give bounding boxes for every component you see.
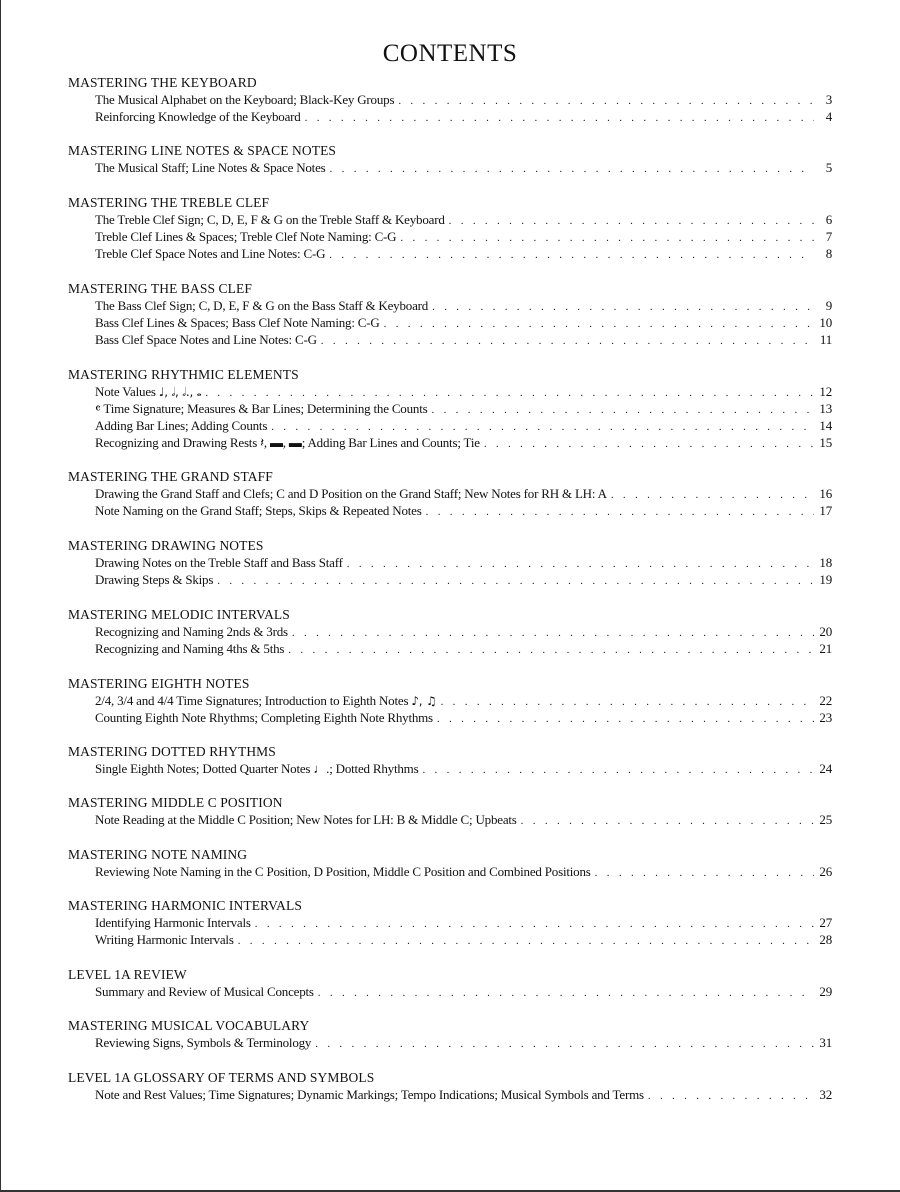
page-number: 12 bbox=[819, 384, 832, 399]
toc-entry[interactable] bbox=[68, 811, 832, 828]
page-number: 4 bbox=[825, 109, 832, 124]
entry-title: Adding Bar Lines; Adding Counts bbox=[95, 418, 268, 433]
page-number: 10 bbox=[819, 315, 832, 330]
toc-entry[interactable] bbox=[68, 383, 832, 400]
page-number: 23 bbox=[819, 710, 832, 725]
page-number: 18 bbox=[819, 555, 832, 570]
dot-leader bbox=[292, 625, 814, 642]
dot-leader bbox=[318, 985, 814, 1002]
section-heading: MASTERING DOTTED RHYTHMS bbox=[68, 744, 276, 759]
note-symbols: ♩, 𝅗𝅥, 𝅗𝅥., 𝅝 bbox=[158, 385, 202, 399]
entry-title: Reviewing Signs, Symbols & Terminology bbox=[95, 1035, 312, 1050]
section-heading: LEVEL 1A GLOSSARY OF TERMS AND SYMBOLS bbox=[68, 1070, 375, 1085]
page-number: 19 bbox=[819, 572, 832, 587]
page-title: CONTENTS bbox=[382, 40, 518, 67]
section-heading: MASTERING THE GRAND STAFF bbox=[68, 469, 273, 484]
section-heading: MASTERING MUSICAL VOCABULARY bbox=[68, 1018, 310, 1033]
toc-entry[interactable] bbox=[68, 297, 832, 314]
page-number: 14 bbox=[819, 418, 832, 433]
entry-title: Drawing the Grand Staff and Clefs; C and D Position on the Grand Staff; New Notes for RH & LH: A bbox=[95, 486, 607, 501]
toc-section bbox=[68, 675, 832, 726]
dot-leader bbox=[449, 213, 814, 230]
page-number: 32 bbox=[819, 1087, 832, 1102]
toc-entry[interactable] bbox=[68, 417, 832, 434]
toc-section bbox=[68, 194, 832, 262]
section-heading: MASTERING THE BASS CLEF bbox=[68, 281, 252, 296]
page-number: 5 bbox=[825, 160, 832, 175]
toc-section bbox=[68, 966, 832, 1000]
page-number: 8 bbox=[825, 246, 832, 261]
entry-title: Writing Harmonic Intervals bbox=[95, 932, 234, 947]
entry-title: The Treble Clef Sign; C, D, E, F & G on the Treble Staff & Keyboard bbox=[95, 212, 445, 227]
toc-entry[interactable] bbox=[68, 623, 832, 640]
toc-section bbox=[68, 606, 832, 657]
page-number: 22 bbox=[819, 693, 832, 708]
entry-title: Drawing Notes on the Treble Staff and Bass Staff bbox=[95, 555, 343, 570]
toc-entry[interactable] bbox=[68, 314, 832, 331]
toc-entry[interactable] bbox=[68, 1034, 832, 1051]
section-heading: MASTERING DRAWING NOTES bbox=[68, 538, 264, 553]
toc-entry[interactable] bbox=[68, 245, 832, 262]
toc-entry[interactable] bbox=[68, 931, 832, 948]
toc-entry[interactable] bbox=[68, 709, 832, 726]
entry-title: Recognizing and Naming 4ths & 5ths bbox=[95, 641, 285, 656]
dot-leader bbox=[315, 1036, 814, 1053]
section-heading: MASTERING THE TREBLE CLEF bbox=[68, 195, 270, 210]
toc-entry[interactable] bbox=[68, 502, 832, 519]
toc-section bbox=[68, 743, 832, 777]
dot-leader bbox=[329, 247, 814, 264]
dot-leader bbox=[521, 813, 814, 830]
entry-title: Note Values bbox=[95, 384, 156, 399]
toc-section bbox=[68, 142, 832, 176]
toc-entry[interactable] bbox=[68, 228, 832, 245]
entry-title: Note Reading at the Middle C Position; New Notes for LH: B & Middle C; Upbeats bbox=[95, 812, 517, 827]
page-number: 16 bbox=[819, 486, 832, 501]
dot-leader bbox=[422, 762, 814, 779]
page-number: 7 bbox=[825, 229, 832, 244]
page-number: 20 bbox=[819, 624, 832, 639]
entry-title: Note Naming on the Grand Staff; Steps, Skips & Repeated Notes bbox=[95, 503, 422, 518]
toc-entry[interactable] bbox=[68, 400, 832, 417]
section-heading: MASTERING LINE NOTES & SPACE NOTES bbox=[68, 143, 337, 158]
section-heading: MASTERING HARMONIC INTERVALS bbox=[68, 898, 302, 913]
entry-title: Drawing Steps & Skips bbox=[95, 572, 214, 587]
page-number: 13 bbox=[819, 401, 832, 416]
section-heading: MASTERING THE KEYBOARD bbox=[68, 75, 257, 90]
dot-leader bbox=[400, 230, 814, 247]
dot-leader bbox=[330, 161, 814, 178]
dot-leader bbox=[595, 865, 814, 882]
page-number: 17 bbox=[819, 503, 832, 518]
entry-title: Reviewing Note Naming in the C Position, D Position, Middle C Position and Combined Positions bbox=[95, 864, 591, 879]
toc-entry[interactable] bbox=[68, 485, 832, 502]
page-border-left bbox=[0, 0, 1, 1192]
toc-entry[interactable] bbox=[68, 554, 832, 571]
toc-entry[interactable] bbox=[68, 159, 832, 176]
dot-leader bbox=[437, 711, 814, 728]
toc-section bbox=[68, 468, 832, 519]
dot-leader bbox=[648, 1088, 814, 1105]
page-number: 29 bbox=[819, 984, 832, 999]
entry-title: The Musical Staff; Line Notes & Space Notes bbox=[95, 160, 326, 175]
page-number: 3 bbox=[825, 92, 832, 107]
dot-leader bbox=[441, 694, 814, 711]
dot-leader bbox=[238, 933, 814, 950]
section-heading: MASTERING EIGHTH NOTES bbox=[68, 676, 250, 691]
toc-entry[interactable] bbox=[68, 692, 832, 709]
entry-title: Bass Clef Space Notes and Line Notes: C-G bbox=[95, 332, 317, 347]
section-heading: MASTERING NOTE NAMING bbox=[68, 847, 248, 862]
dot-leader bbox=[255, 916, 814, 933]
toc-section bbox=[68, 537, 832, 588]
toc-entry[interactable] bbox=[68, 1086, 832, 1103]
page-number: 15 bbox=[819, 435, 832, 450]
section-heading: LEVEL 1A REVIEW bbox=[68, 967, 187, 982]
entry-title: Treble Clef Lines & Spaces; Treble Clef Note Naming: C-G bbox=[95, 229, 397, 244]
page-number: 25 bbox=[819, 812, 832, 827]
dot-leader bbox=[431, 402, 814, 419]
toc-section bbox=[68, 846, 832, 880]
toc-section bbox=[68, 366, 832, 451]
toc-entry[interactable] bbox=[68, 983, 832, 1000]
entry-title: Treble Clef Space Notes and Line Notes: C-G bbox=[95, 246, 326, 261]
toc-entry[interactable] bbox=[68, 91, 832, 108]
toc-entry[interactable] bbox=[68, 863, 832, 880]
dot-leader bbox=[321, 333, 814, 350]
toc-entry[interactable] bbox=[68, 211, 832, 228]
entry-title: Note and Rest Values; Time Signatures; Dynamic Markings; Tempo Indications; Musical Symbols and Terms bbox=[95, 1087, 644, 1102]
page-number: 21 bbox=[819, 641, 832, 656]
toc-section bbox=[68, 280, 832, 348]
page-number: 24 bbox=[819, 761, 832, 776]
section-heading: MASTERING MELODIC INTERVALS bbox=[68, 607, 290, 622]
dot-leader bbox=[305, 110, 814, 127]
page-number: 27 bbox=[819, 915, 832, 930]
toc-entry[interactable] bbox=[68, 434, 832, 451]
page-number: 6 bbox=[825, 212, 832, 227]
entry-title: 𝄴 Time Signature; Measures & Bar Lines; Determining the Counts bbox=[95, 401, 428, 416]
entry-title: Identifying Harmonic Intervals bbox=[95, 915, 251, 930]
entry-title: Bass Clef Lines & Spaces; Bass Clef Note Naming: C-G bbox=[95, 315, 380, 330]
page-number: 9 bbox=[825, 298, 832, 313]
dot-leader bbox=[432, 299, 814, 316]
note-symbols: ♪, ♫ bbox=[411, 694, 437, 708]
entry-title: Summary and Review of Musical Concepts bbox=[95, 984, 314, 999]
toc-section bbox=[68, 897, 832, 948]
toc-section bbox=[68, 74, 832, 125]
dot-leader bbox=[217, 573, 814, 590]
entry-title: Single Eighth Notes; Dotted Quarter Notes ♩.; Dotted Rhythms bbox=[95, 761, 419, 776]
toc-entry[interactable] bbox=[68, 640, 832, 657]
dot-leader bbox=[347, 556, 814, 573]
dot-leader bbox=[384, 316, 814, 333]
entry-title: Recognizing and Drawing Rests 𝄽, ▬, ▬; Adding Bar Lines and Counts; Tie bbox=[95, 435, 480, 450]
toc-section bbox=[68, 794, 832, 828]
section-heading: MASTERING MIDDLE C POSITION bbox=[68, 795, 283, 810]
dot-leader bbox=[611, 487, 814, 504]
page-number: 26 bbox=[819, 864, 832, 879]
dot-leader bbox=[484, 436, 814, 453]
toc-entry[interactable] bbox=[68, 108, 832, 125]
toc-entry[interactable] bbox=[68, 571, 832, 588]
page-number: 31 bbox=[819, 1035, 832, 1050]
toc-entry[interactable] bbox=[68, 331, 832, 348]
toc-section bbox=[68, 1017, 832, 1051]
entry-title: The Musical Alphabet on the Keyboard; Black-Key Groups bbox=[95, 92, 395, 107]
page-number: 11 bbox=[819, 332, 832, 347]
dot-leader bbox=[288, 642, 814, 659]
toc-entry[interactable] bbox=[68, 760, 832, 777]
entry-title: The Bass Clef Sign; C, D, E, F & G on the Bass Staff & Keyboard bbox=[95, 298, 429, 313]
entry-title: Counting Eighth Note Rhythms; Completing Eighth Note Rhythms bbox=[95, 710, 433, 725]
dot-leader bbox=[398, 93, 814, 110]
entry-title: Recognizing and Naming 2nds & 3rds bbox=[95, 624, 288, 639]
section-heading: MASTERING RHYTHMIC ELEMENTS bbox=[68, 367, 299, 382]
dot-leader bbox=[426, 504, 814, 521]
toc-entry[interactable] bbox=[68, 914, 832, 931]
toc-section bbox=[68, 1069, 832, 1103]
entry-title: Reinforcing Knowledge of the Keyboard bbox=[95, 109, 301, 124]
entry-title: 2/4, 3/4 and 4/4 Time Signatures; Introduction to Eighth Notes bbox=[95, 693, 409, 708]
page-number: 28 bbox=[819, 932, 832, 947]
